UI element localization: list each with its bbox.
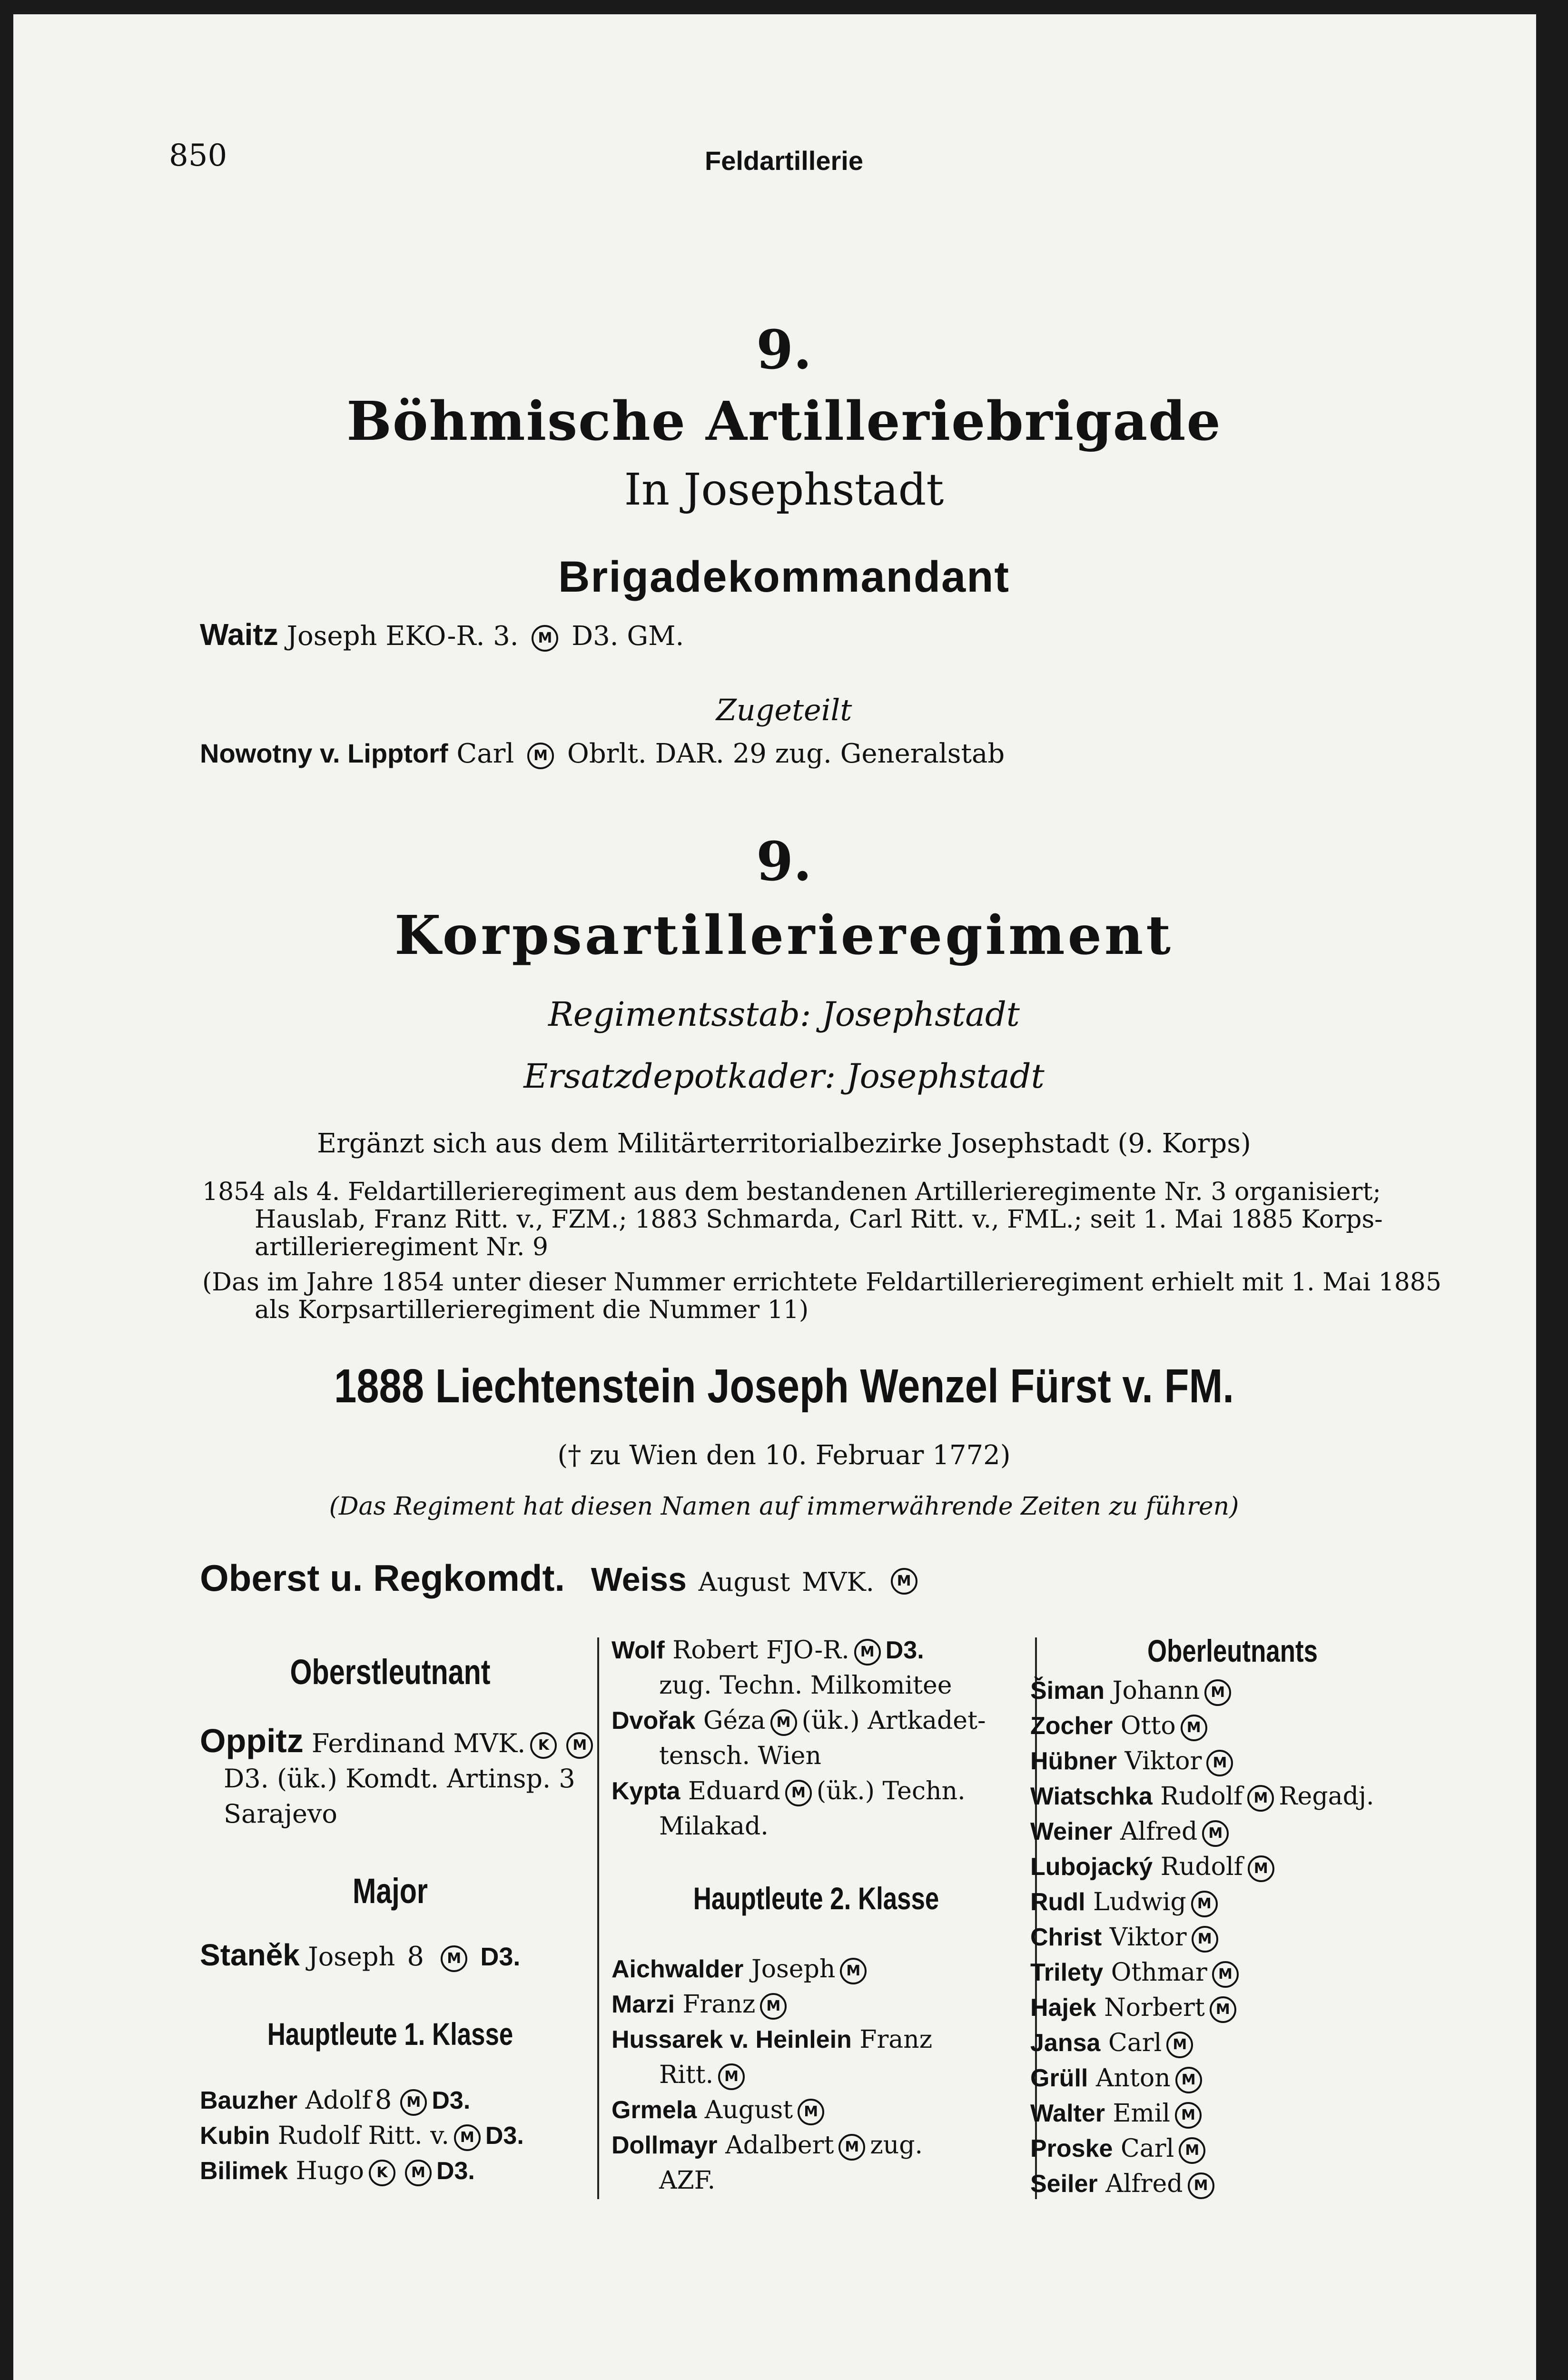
list-item [611,1987,932,2022]
list-item [1030,1849,1374,1884]
list-item: AZF. [659,2166,716,2195]
list-item [1030,2096,1374,2131]
column-rule-1 [597,1637,599,2199]
entry-dvorak [611,1703,986,1738]
heading-hauptleute-1: Hauptleute 1. Klasse [267,2016,513,2052]
medal-m-icon: M [1202,1820,1229,1847]
medal-m-icon: M [1248,1855,1274,1882]
medal-m-icon: M [1212,1961,1239,1988]
officer-name: Lubojacký [1030,1853,1153,1881]
medal-m-icon: M [760,1993,787,2020]
officer-name: Dollmayr [611,2132,718,2159]
list-item [611,2092,932,2128]
officer-given: Rudolf [1160,1853,1243,1881]
officer-name: Marzi [611,1991,675,2018]
name-note: (Das Regiment hat diesen Namen auf immerwährende Zeiten zu führen) [329,1492,1239,1521]
officer-name: Walter [1030,2100,1105,2127]
officer-name: Bauzher [200,2087,298,2114]
commander-entry [200,619,684,652]
officer-name: Seiler [1030,2170,1098,2198]
officer-name: Grmela [611,2096,697,2124]
medal-m-icon: M [441,1945,467,1972]
officer-name: Jansa [1030,2029,1101,2057]
medal-m-icon: M [405,2160,432,2186]
medal-m-icon: M [1175,2102,1202,2129]
medal-m-icon: M [1181,1715,1207,1741]
kypta-line-2: Milakad. [659,1812,769,1841]
oppitz-details: MVK. [453,1728,526,1758]
regiment-depot: Ersatzdepotkader: Josephstadt [523,1057,1045,1096]
officer-name: Christ [1030,1924,1102,1951]
list-item [1030,2166,1374,2202]
officer-given: Franz [682,1990,756,2019]
oppitz-name: Oppitz [200,1722,304,1759]
heading-oberleutnants: Oberleutnants [1147,1633,1318,1668]
list-item [200,2153,524,2189]
officer-given: Alfred [1120,1817,1198,1846]
wolf-name: Wolf [611,1636,665,1664]
officer-given: Viktor [1109,1923,1187,1952]
medal-m-icon: M [1166,2032,1193,2058]
heading-oberstleutnant: Oberstleutnant [290,1652,491,1692]
history-1-line-3: artillerieregiment Nr. 9 [255,1233,549,1261]
medal-m-icon: M [1188,2172,1214,2199]
officer-name: Kubin [200,2122,270,2150]
commander-given: Joseph [286,621,377,652]
assigned-name: Nowotny v. Lipptorf [200,738,448,768]
oppitz-line-2: D3. (ük.) Komdt. Artinsp. 3 [224,1764,575,1794]
kypta-details: (ük.) Techn. [816,1777,966,1805]
colonel-given: August [698,1567,790,1597]
officer-given: Rudolf Ritt. v. [277,2122,449,2150]
recruitment-note: Ergänzt sich aus dem Militärterritorialbezirke Josephstadt (9. Korps) [317,1128,1251,1159]
medal-m-icon: M [785,1780,812,1806]
officer-name: Proske [1030,2135,1113,2162]
officer-given: Adalbert [725,2131,834,2160]
list-item [1030,1708,1374,1744]
officer-name: Weiner [1030,1818,1113,1845]
dvorak-given: Géza [703,1706,766,1735]
list-item [611,2128,932,2163]
list-item [200,2118,524,2153]
officer-name: Grüll [1030,2064,1088,2092]
medal-m-icon: M [838,2134,865,2161]
officer-name: Trilety [1030,1959,1104,1986]
list-item [1030,1673,1374,1708]
dvorak-line-2: tensch. Wien [659,1742,821,1770]
medal-m-icon: M [891,1568,917,1595]
officer-given: Franz [859,2025,933,2054]
medal-m-icon: M [1206,1750,1233,1776]
wolf-details: FJO-R. [766,1636,849,1665]
medal-m-icon: M [798,2099,824,2125]
commander-rank: D3. GM. [572,621,684,652]
medal-m-icon: M [840,1958,867,1984]
medal-m-icon: M [400,2089,427,2116]
history-paragraph-2 [202,1269,1441,1324]
list-item [611,2022,932,2057]
dvorak-name: Dvořak [611,1707,696,1735]
regiment-staff: Regimentsstab: Josephstadt [548,995,1020,1034]
officer-given: Alfred [1105,2170,1183,2198]
history-1-line-1: 1854 als 4. Feldartillerieregiment aus dem bestandenen Artillerieregimente Nr. 3 organisiert; [202,1178,1381,1206]
history-2-line-2: als Korpsartillerieregiment die Nummer 11) [255,1296,809,1324]
colonel-label: Oberst u. Regkomdt. [200,1557,565,1599]
officer-given: Carl [1120,2134,1174,2163]
officer-given: Emil [1113,2099,1171,2128]
officer-given: Adolf [305,2086,371,2115]
entry-oppitz [200,1723,598,1832]
entry-stanek [200,1937,520,1974]
medal-m-icon: M [854,1639,881,1666]
stanek-name: Staněk [200,1938,300,1972]
officer-given: Carl [1108,2029,1162,2057]
list-item [1030,1955,1374,1990]
brigade-number: 9. [756,319,812,381]
list-item [1030,2061,1374,2096]
officer-rank: D3. [432,2087,471,2114]
officer-rank: D3. [436,2157,475,2185]
medal-m-icon: M [1210,1996,1236,2023]
page-number: 850 [169,138,227,173]
brigade-location: In Josephstadt [624,464,944,515]
history-2-line-1: (Das im Jahre 1854 unter dieser Nummer errichtete Feldartillerieregiment erhielt mit 1. Mai 1885 [202,1268,1441,1297]
officer-name: Hajek [1030,1994,1096,2022]
history-1-line-2: Hauslab, Franz Ritt. v., FZM.; 1883 Schmarda, Carl Ritt. v., FML.; seit 1. Mai 1885 Korps- [255,1205,1383,1234]
officer-name: Šiman [1030,1677,1105,1705]
medal-k-icon: K [530,1732,557,1759]
list-item [1030,1920,1374,1955]
officer-name: Zocher [1030,1712,1113,1740]
medal-m-icon: M [1191,1891,1218,1917]
medal-m-icon: M [1175,2067,1202,2093]
officer-given: Joseph [751,1955,836,1983]
assigned-heading: Zugeteilt [716,693,852,727]
list-item [1030,1884,1374,1920]
medal-m-icon: M [770,1709,797,1736]
regiment-proprietor: 1888 Liechtenstein Joseph Wenzel Fürst v. FM. [334,1359,1234,1413]
wolf-given: Robert [672,1636,759,1665]
history-paragraph-1 [202,1178,1383,1261]
commander-details: EKO-R. 3. [385,621,519,652]
assigned-entry [200,738,1005,770]
officer-given: Rudolf [1160,1782,1243,1811]
list-item [1030,2131,1374,2166]
colonel-entry [200,1557,922,1600]
wolf-line-2: zug. Techn. Milkomitee [659,1671,952,1700]
medal-m-icon: M [718,2063,745,2090]
officer-rank: D3. [485,2122,524,2150]
medal-m-icon: M [1192,1926,1218,1953]
medal-m-icon: M [566,1732,593,1759]
officer-given: Otto [1120,1712,1176,1740]
list-item [611,2057,932,2092]
list-item [1030,1779,1374,1814]
officer-line-2: Ritt. [659,2061,714,2089]
dvorak-details: (ük.) Artkadet- [801,1706,986,1735]
list-item [200,2082,524,2118]
list-item [611,1952,932,1987]
commander-heading: Brigadekommandant [558,553,1010,601]
order-icon: 8 [407,1941,424,1972]
officer-given: Othmar [1111,1958,1207,1987]
medal-m-icon: M [527,743,554,769]
regiment-number: 9. [756,831,812,893]
entry-kypta [611,1774,986,1809]
officer-given: Norbert [1104,1993,1205,2022]
assigned-given: Carl [456,738,514,769]
medal-k-icon: K [369,2160,395,2186]
running-head: Feldartillerie [704,146,864,176]
medal-m-icon: M [1204,1679,1231,1706]
colonel-name: Weiss [591,1561,687,1598]
list-item [1030,1814,1374,1849]
entry-wolf [611,1633,986,1668]
order-icon: 8 [375,2084,392,2115]
officer-details: Regadj. [1279,1782,1374,1811]
officer-name: Wiatschka [1030,1783,1153,1810]
commander-name: Waitz [200,617,278,652]
list-item [1030,1744,1374,1779]
officer-name: Aichwalder [611,1955,744,1983]
officer-given: Hugo [296,2157,364,2185]
heading-major: Major [353,1871,428,1911]
officer-details: zug. [870,2131,923,2160]
colonel-details: MVK. [802,1567,874,1597]
officer-name: Hübner [1030,1747,1117,1775]
regiment-title: Korpsartillerieregiment [394,904,1174,967]
column-2-top [611,1633,986,1844]
wolf-rank: D3. [885,1636,924,1664]
proprietor-note: († zu Wien den 10. Februar 1772) [557,1440,1011,1471]
list-item [1030,2025,1374,2061]
kypta-name: Kypta [611,1777,680,1805]
heading-hauptleute-2: Hauptleute 2. Klasse [693,1881,939,1916]
list-item [1030,1990,1374,2025]
medal-m-icon: M [454,2124,481,2151]
list-oberleutnants [1030,1673,1374,2202]
brigade-title: Böhmische Artilleriebrigade [346,390,1222,453]
officer-name: Hussarek v. Heinlein [611,2026,852,2053]
list-hauptleute-1 [200,2082,524,2189]
assigned-details: Obrlt. DAR. 29 zug. Generalstab [567,738,1005,769]
officer-name: Bilimek [200,2157,288,2185]
officer-given: Johann [1112,1676,1200,1705]
list-hauptleute-2 [611,1952,932,2198]
oppitz-line-3: Sarajevo [224,1799,337,1829]
medal-m-icon: M [1179,2137,1205,2164]
officer-given: Viktor [1124,1747,1202,1775]
kypta-given: Eduard [688,1777,780,1805]
stanek-given: Joseph [308,1942,395,1972]
oppitz-given: Ferdinand [311,1728,445,1758]
officer-given: Ludwig [1093,1888,1186,1916]
medal-m-icon: M [1247,1785,1274,1812]
officer-given: Anton [1095,2064,1171,2092]
stanek-rank: D3. [480,1943,521,1971]
medal-m-icon: M [532,625,558,652]
officer-given: August [704,2096,793,2124]
officer-name: Rudl [1030,1888,1085,1916]
